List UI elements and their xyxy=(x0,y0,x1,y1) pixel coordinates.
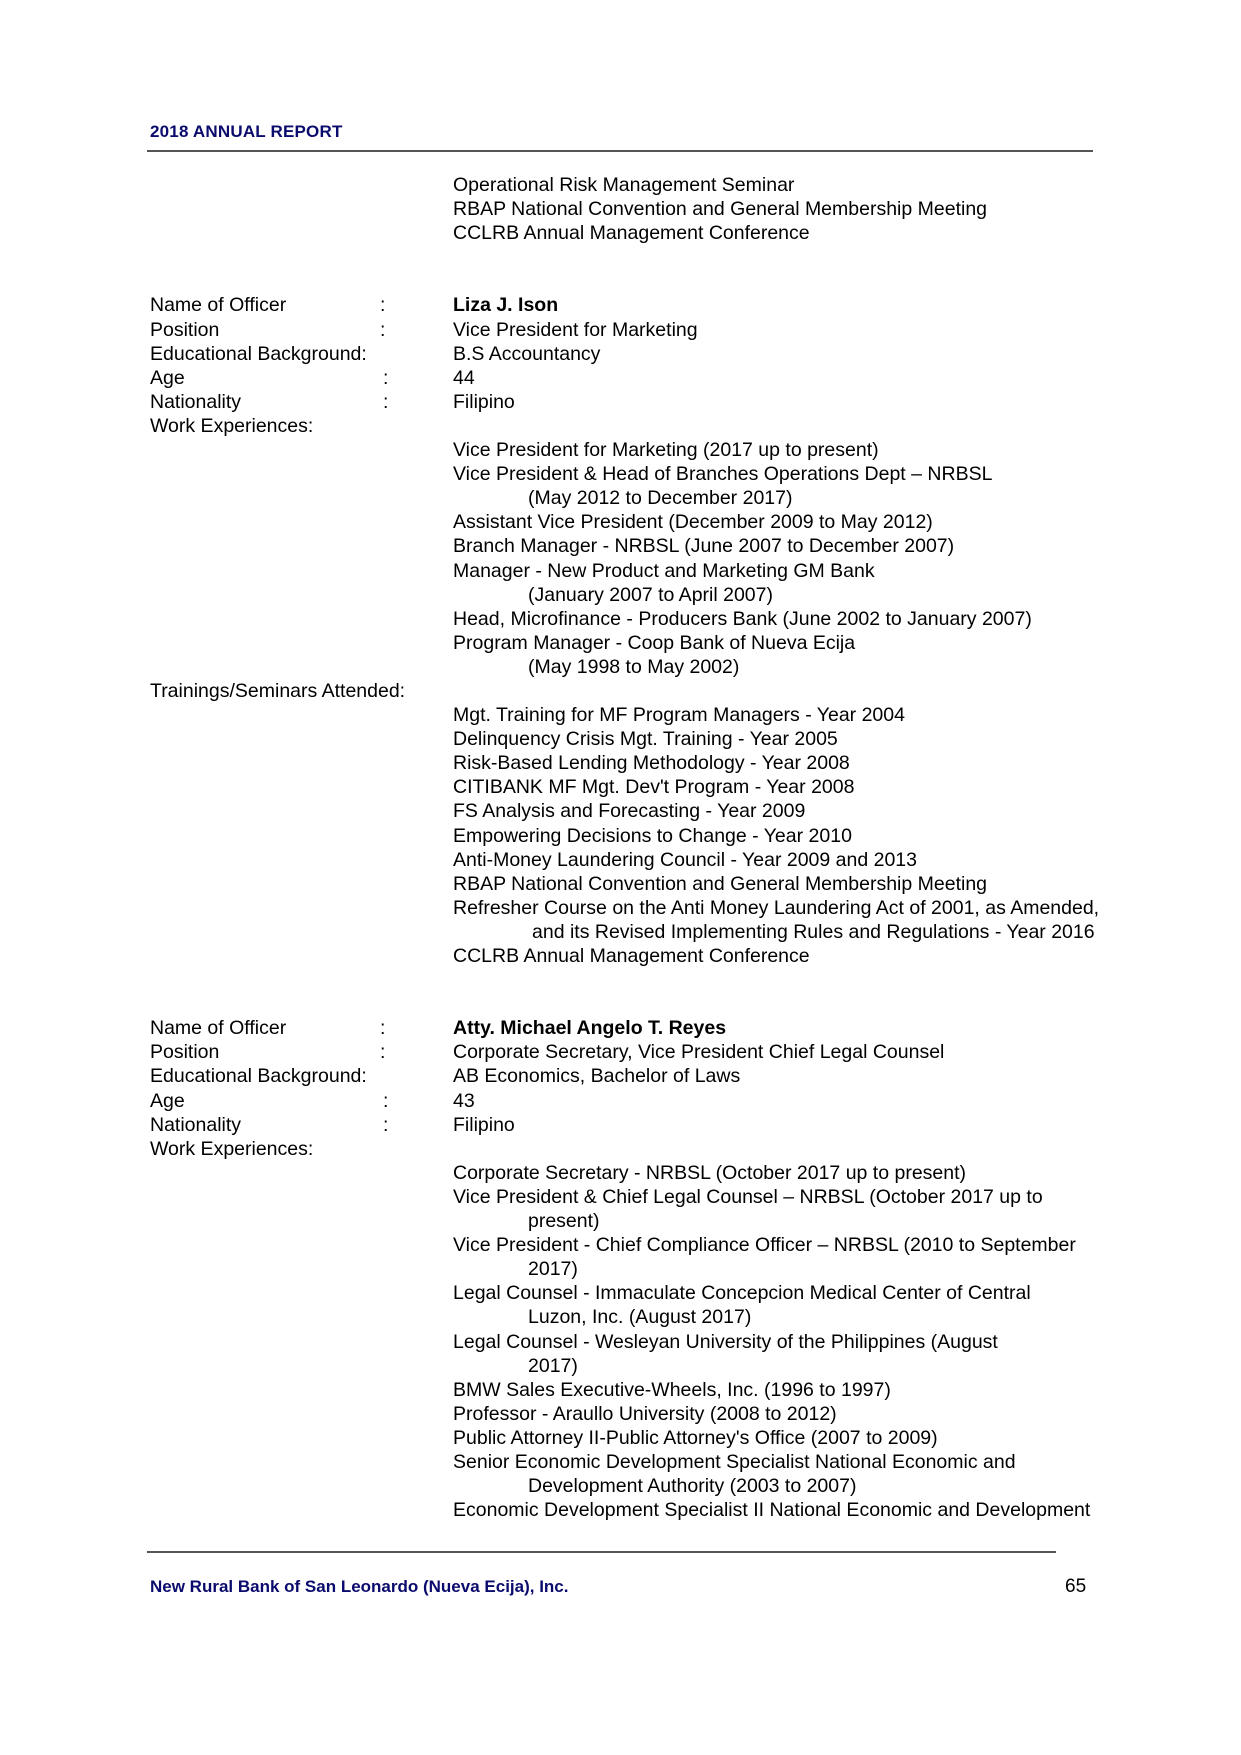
header-divider xyxy=(147,150,1093,152)
list-item xyxy=(150,462,1150,486)
training-item-text: FS Analysis and Forecasting - Year 2009 xyxy=(453,800,806,823)
work-experience-text: Legal Counsel - Wesleyan University of the Philippines (August xyxy=(453,1330,998,1353)
officer-profile xyxy=(150,293,1150,968)
page-number: 65 xyxy=(1065,1576,1087,1597)
field-education xyxy=(150,1064,1150,1088)
field-work-label xyxy=(150,414,1150,438)
officer-position: Corporate Secretary, Vice President Chief Legal Counsel xyxy=(453,1041,945,1064)
field-colon: : xyxy=(383,366,389,389)
list-item xyxy=(150,848,1150,872)
field-nationality xyxy=(150,1113,1150,1137)
work-experience-text: Branch Manager - NRBSL (June 2007 to December 2007) xyxy=(453,535,955,558)
officer-name: Atty. Michael Angelo T. Reyes xyxy=(453,1017,727,1040)
work-experience-text: Public Attorney II-Public Attorney's Office (2007 to 2009) xyxy=(453,1426,938,1449)
training-item: Operational Risk Management Seminar xyxy=(453,174,795,196)
list-item xyxy=(150,1161,1150,1185)
list-item xyxy=(150,944,1150,968)
list-item xyxy=(150,1450,1150,1474)
list-item xyxy=(150,197,1150,221)
list-item xyxy=(150,1426,1150,1450)
work-experience-text: Vice President for Marketing (2017 up to present) xyxy=(453,439,879,462)
report-header-title: 2018 ANNUAL REPORT xyxy=(150,122,343,141)
officer-education: AB Economics, Bachelor of Laws xyxy=(453,1065,741,1088)
field-colon: : xyxy=(380,294,386,317)
training-item-text: Refresher Course on the Anti Money Laundering Act of 2001, as Amended, xyxy=(453,896,1100,919)
field-colon: : xyxy=(383,1113,389,1136)
field-trainings-label xyxy=(150,679,1150,703)
work-experience-text: (January 2007 to April 2007) xyxy=(528,583,773,606)
work-experience-text: (May 1998 to May 2002) xyxy=(528,655,740,678)
work-experience-text: Vice President & Head of Branches Operations Dept – NRBSL xyxy=(453,463,993,486)
list-item xyxy=(150,631,1150,655)
list-item xyxy=(150,1498,1150,1522)
list-item xyxy=(150,920,1150,944)
list-item xyxy=(150,1402,1150,1426)
page-content xyxy=(150,173,1150,1522)
field-name xyxy=(150,1016,1150,1040)
training-item-text: Anti-Money Laundering Council - Year 2009 and 2013 xyxy=(453,848,918,871)
work-experience-text: Luzon, Inc. (August 2017) xyxy=(528,1306,752,1329)
footer-company-name: New Rural Bank of San Leonardo (Nueva Ecija), Inc. xyxy=(150,1577,569,1596)
field-label: Name of Officer xyxy=(150,1017,287,1040)
field-label: Nationality xyxy=(150,390,242,413)
list-item xyxy=(150,583,1150,607)
list-item xyxy=(150,1209,1150,1233)
list-item xyxy=(150,559,1150,583)
training-item-text: CCLRB Annual Management Conference xyxy=(453,945,810,967)
work-experience-list xyxy=(150,438,1150,679)
training-item-text: and its Revised Implementing Rules and Regulations - Year 2016 xyxy=(532,920,1095,943)
work-experience-text: Vice President - Chief Compliance Officer – NRBSL (2010 to September xyxy=(453,1234,1076,1257)
officer-age: 43 xyxy=(453,1089,475,1112)
list-item xyxy=(150,534,1150,558)
field-label: Position xyxy=(150,318,220,341)
field-age xyxy=(150,366,1150,390)
training-item-text: Mgt. Training for MF Program Managers - Year 2004 xyxy=(453,704,905,727)
field-position xyxy=(150,318,1150,342)
list-item xyxy=(150,173,1150,197)
training-item-text: RBAP National Convention and General Membership Meeting xyxy=(453,872,988,895)
field-colon: : xyxy=(383,390,389,413)
list-item xyxy=(150,607,1150,631)
list-item xyxy=(150,486,1150,510)
work-experience-text: Program Manager - Coop Bank of Nueva Ecija xyxy=(453,631,856,654)
field-label: Nationality xyxy=(150,1113,242,1136)
field-work-label xyxy=(150,1137,1150,1161)
field-age xyxy=(150,1089,1150,1113)
list-item xyxy=(150,1330,1150,1354)
officer-nationality: Filipino xyxy=(453,390,515,413)
list-item xyxy=(150,727,1150,751)
field-label: Work Experiences: xyxy=(150,414,314,437)
work-experience-text: 2017) xyxy=(528,1354,578,1377)
list-item xyxy=(150,1185,1150,1209)
field-colon: : xyxy=(383,1089,389,1112)
list-item xyxy=(150,1233,1150,1257)
list-item xyxy=(150,1305,1150,1329)
list-item xyxy=(150,1354,1150,1378)
work-experience-text: Assistant Vice President (December 2009 to May 2012) xyxy=(453,511,933,534)
list-item xyxy=(150,751,1150,775)
officer-position: Vice President for Marketing xyxy=(453,318,698,341)
list-item xyxy=(150,1474,1150,1498)
work-experience-text: Professor - Araullo University (2008 to 2012) xyxy=(453,1402,837,1425)
training-item-text: CITIBANK MF Mgt. Dev't Program - Year 2008 xyxy=(453,776,855,799)
work-experience-text: Manager - New Product and Marketing GM Bank xyxy=(453,559,875,582)
work-experience-text: Economic Development Specialist II National Economic and Development xyxy=(453,1499,1091,1522)
field-label: Position xyxy=(150,1041,220,1064)
work-experience-text: Corporate Secretary - NRBSL (October 2017 up to present) xyxy=(453,1161,967,1184)
work-experience-text: (May 2012 to December 2017) xyxy=(528,487,793,510)
field-label: Age xyxy=(150,366,185,389)
field-label: Age xyxy=(150,1089,185,1112)
field-colon: : xyxy=(380,1041,386,1064)
field-label: Educational Background: xyxy=(150,342,367,365)
field-position xyxy=(150,1040,1150,1064)
officer-nationality: Filipino xyxy=(453,1113,515,1136)
work-experience-text: Senior Economic Development Specialist National Economic and xyxy=(453,1450,1016,1473)
officer-education: B.S Accountancy xyxy=(453,342,601,365)
training-item-text: Risk-Based Lending Methodology - Year 2008 xyxy=(453,752,850,775)
field-label: Name of Officer xyxy=(150,294,287,317)
work-experience-text: BMW Sales Executive-Wheels, Inc. (1996 to 1997) xyxy=(453,1378,891,1401)
footer-divider xyxy=(147,1551,1056,1553)
field-name xyxy=(150,293,1150,317)
list-item xyxy=(150,1281,1150,1305)
work-experience-text: Legal Counsel - Immaculate Concepcion Medical Center of Central xyxy=(453,1282,1031,1305)
training-item: RBAP National Convention and General Membership Meeting xyxy=(453,198,988,221)
officer-profile xyxy=(150,1016,1150,1522)
work-experience-text: 2017) xyxy=(528,1258,578,1281)
list-item xyxy=(150,221,1150,245)
work-experience-text: Development Authority (2003 to 2007) xyxy=(528,1475,857,1498)
training-item: CCLRB Annual Management Conference xyxy=(453,222,810,245)
training-item-text: Delinquency Crisis Mgt. Training - Year 2005 xyxy=(453,728,838,751)
officer-age: 44 xyxy=(453,366,475,389)
list-item xyxy=(150,896,1150,920)
field-label: Trainings/Seminars Attended: xyxy=(150,679,406,702)
field-education xyxy=(150,342,1150,366)
training-item-text: Empowering Decisions to Change - Year 2010 xyxy=(453,824,852,847)
list-item xyxy=(150,799,1150,823)
work-experience-text: Head, Microfinance - Producers Bank (June 2002 to January 2007) xyxy=(453,607,1032,630)
list-item xyxy=(150,872,1150,896)
list-item xyxy=(150,655,1150,679)
list-item xyxy=(150,510,1150,534)
field-label: Educational Background: xyxy=(150,1065,367,1088)
field-label: Work Experiences: xyxy=(150,1137,314,1160)
field-colon: : xyxy=(380,1017,386,1040)
trainings-list xyxy=(150,703,1150,968)
work-experience-text: Vice President & Chief Legal Counsel – NRBSL (October 2017 up to xyxy=(453,1185,1043,1208)
list-item xyxy=(150,775,1150,799)
work-experience-list xyxy=(150,1161,1150,1522)
officer-name: Liza J. Ison xyxy=(453,294,559,317)
field-nationality xyxy=(150,390,1150,414)
work-experience-text: present) xyxy=(528,1210,600,1233)
list-item xyxy=(150,1378,1150,1402)
list-item xyxy=(150,438,1150,462)
list-item xyxy=(150,703,1150,727)
list-item xyxy=(150,824,1150,848)
field-colon: : xyxy=(380,318,386,341)
list-item xyxy=(150,1257,1150,1281)
